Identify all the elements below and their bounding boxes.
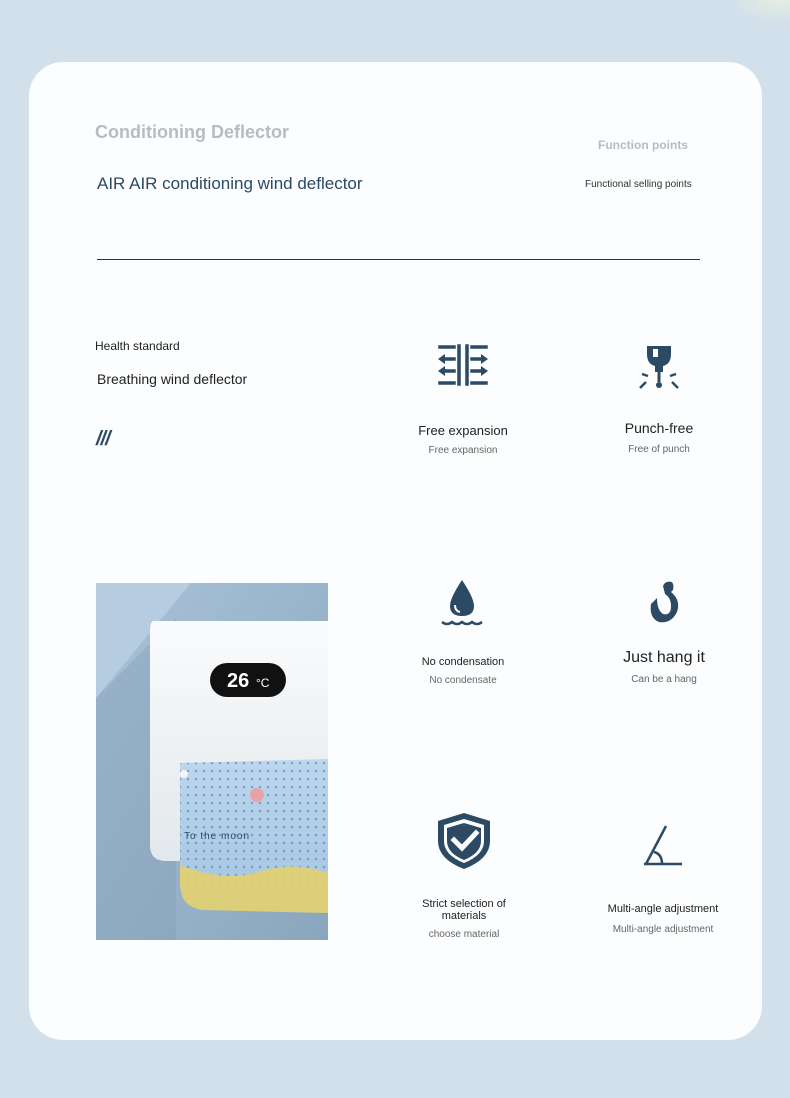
function-points-label: Function points (598, 138, 688, 152)
feature-sub: choose material (428, 929, 500, 940)
feature-just-hang-it (599, 578, 729, 685)
feature-sub: Can be a hang (631, 674, 697, 685)
leaf-decoration (730, 0, 790, 22)
divider (97, 259, 700, 260)
breathing-label: Breathing wind deflector (97, 371, 248, 387)
feature-sub: No condensate (429, 675, 497, 686)
page-subtitle: AIR AIR conditioning wind deflector (97, 174, 363, 193)
expansion-arrows-icon (436, 342, 490, 388)
feature-name: Multi-angle adjustment (607, 903, 719, 915)
feature-strict-materials (403, 811, 525, 940)
slash-decoration: /// (96, 428, 110, 450)
feature-punch-free (599, 342, 719, 455)
content-card (29, 62, 762, 1040)
feature-no-condensation (413, 578, 513, 686)
feature-name: Free expansion (418, 423, 508, 438)
water-drop-icon (438, 578, 488, 628)
feature-name: Just hang it (623, 649, 705, 666)
feature-sub: Free expansion (428, 445, 498, 456)
feature-name: Punch-free (624, 420, 694, 436)
page-title: Conditioning Deflector (95, 122, 289, 142)
feature-name: Strict selection of materials (422, 898, 506, 922)
brand-text: To the moon (184, 831, 251, 842)
function-points-desc: Functional selling points (585, 179, 692, 190)
health-standard-label: Health standard (95, 339, 180, 353)
shield-check-icon (434, 811, 494, 871)
display-temperature: 26 (227, 670, 250, 692)
hook-icon (641, 578, 687, 626)
angle-icon (640, 822, 686, 870)
punch-free-icon (636, 342, 682, 392)
display-unit: °C (256, 676, 270, 690)
feature-name: No condensation (421, 656, 505, 668)
feature-sub: Multi-angle adjustment (612, 924, 714, 935)
feature-multi-angle (600, 822, 726, 935)
product-photo (96, 583, 328, 940)
feature-free-expansion (403, 342, 523, 456)
feature-sub: Free of punch (628, 444, 690, 455)
